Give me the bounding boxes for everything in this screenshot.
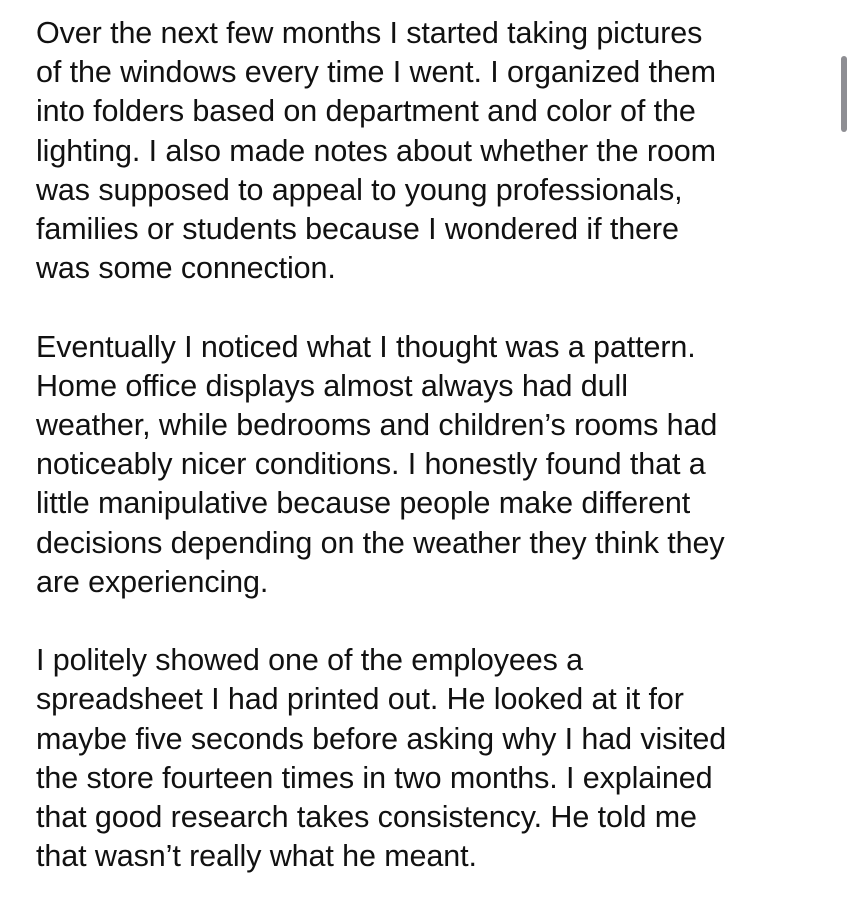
text-line: families or students because I wondered if there [36,212,679,247]
text-line: the store fourteen times in two months. I explained [36,760,713,795]
text-line: noticeably nicer conditions. I honestly found that a [36,447,706,482]
text-line: Eventually I noticed what I thought was a pattern. [36,329,696,364]
text-line: little manipulative because people make different [36,486,691,521]
text-line: Over the next few months I started taking pictures [36,16,703,50]
text-line: spreadsheet I had printed out. He looked at it for [36,682,684,717]
text-line: decisions depending on the weather they think they [36,525,725,560]
text-line: that wasn’t really what he meant. [36,839,477,874]
text-line: that good research takes consistency. He told me [36,800,697,835]
text-line: are experiencing. [36,564,269,599]
paragraph-3 [36,641,826,876]
paragraph-1 [36,14,826,288]
paragraph-2 [36,328,826,602]
text-line: I politely showed one of the employees a [36,643,584,678]
text-line: lighting. I also made notes about whether the room [36,133,716,168]
article-body [36,14,826,876]
text-line: was some connection. [36,251,336,286]
text-line: weather, while bedrooms and children’s rooms had [36,408,718,443]
text-line: of the windows every time I went. I organized them [36,55,716,90]
scrollbar-thumb[interactable] [841,56,847,132]
text-line: maybe five seconds before asking why I had visited [36,721,727,756]
text-line: was supposed to appeal to young professionals, [36,172,683,207]
text-line: into folders based on department and color of the [36,94,696,129]
text-line: Home office displays almost always had dull [36,368,628,403]
